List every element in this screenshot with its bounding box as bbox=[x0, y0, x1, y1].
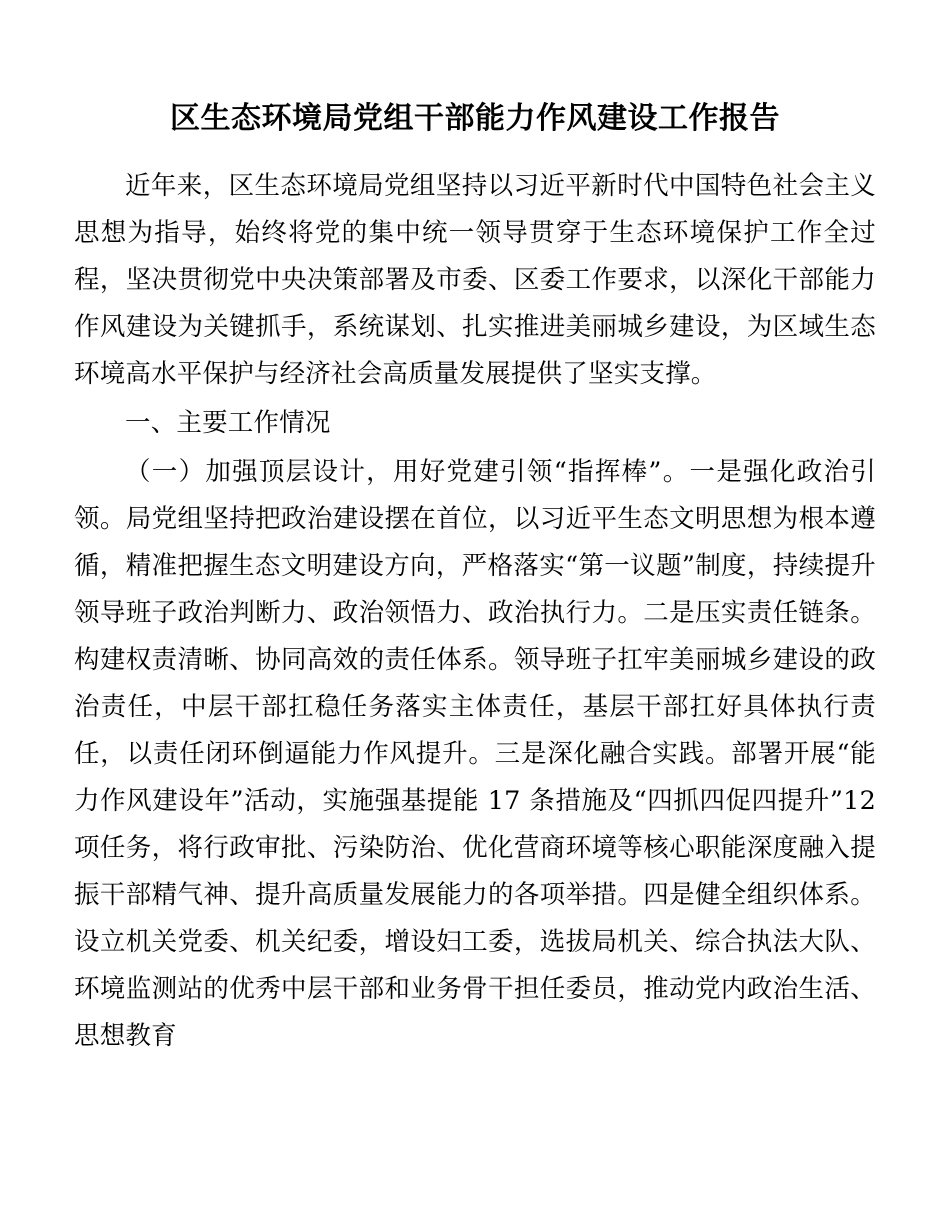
paragraph-subsection-one: （一）加强顶层设计，用好党建引领“指挥棒”。一是强化政治引领。局党组坚持把政治建设摆在首位，以习近平生态文明思想为根本遵循，精准把握生态文明建设方向，严格落实“第一议题”制度，持续提升领导班子政治判断力、政治领悟力、政治执行力。二是压实责任链条。构建权责清晰、协同高效的责任体系。领导班子扛牢美丽城乡建设的政治责任，中层干部扛稳任务落实主体责任，基层干部扛好具体执行责任，以责任闭环倒逼能力作风提升。三是深化融合实践。部署开展“能力作风建设年”活动，实施强基提能 17 条措施及“四抓四促四提升”12 项任务，将行政审批、污染防治、优化营商环境等核心职能深度融入提振干部精气神、提升高质量发展能力的各项举措。四是健全组织体系。设立机关党委、机关纪委，增设妇工委，选拔局机关、综合执法大队、环境监测站的优秀中层干部和业务骨干担任委员，推动党内政治生活、思想教育 bbox=[74, 457, 876, 1051]
page-title: 区生态环境局党组干部能力作风建设工作报告 bbox=[170, 101, 780, 136]
paragraph-intro: 近年来，区生态环境局党组坚持以习近平新时代中国特色社会主义思想为指导，始终将党的集中统一领导贯穿于生态环境保护工作全过程，坚决贯彻党中央决策部署及市委、区委工作要求，以深化干部能力作风建设为关键抓手，系统谋划、扎实推进美丽城乡建设，为区域生态环境高水平保护与经济社会高质量发展提供了坚实支撑。 bbox=[74, 171, 876, 389]
section-heading-one: 一、主要工作情况 bbox=[125, 408, 331, 438]
